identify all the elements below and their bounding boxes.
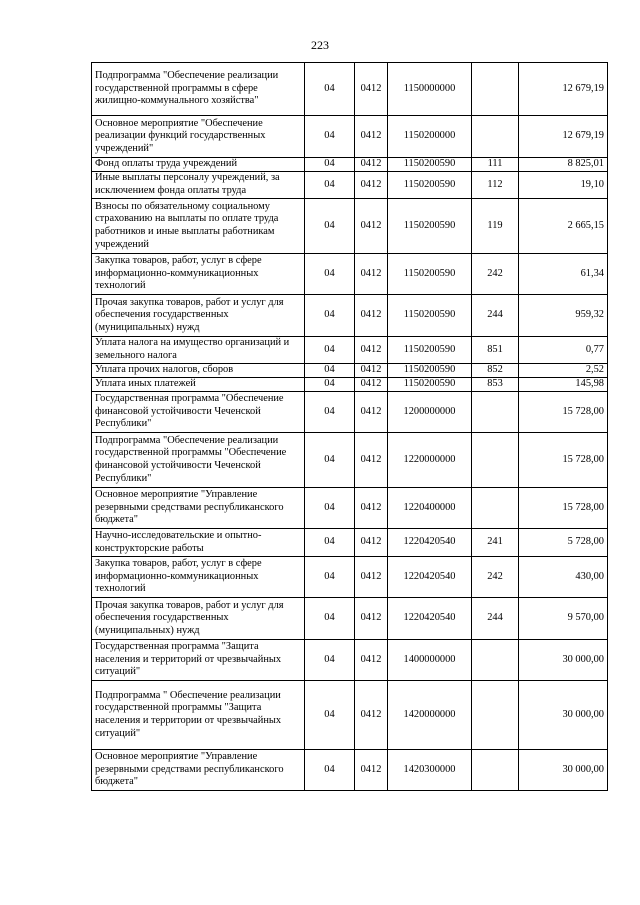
row-target-article: 1220420540 <box>388 598 472 640</box>
row-amount: 8 825,01 <box>519 158 608 172</box>
row-expense-type: 242 <box>472 557 519 598</box>
row-section: 04 <box>305 750 355 791</box>
table-row <box>92 557 608 598</box>
row-expense-type: 244 <box>472 598 519 640</box>
row-subsection: 0412 <box>355 199 388 254</box>
row-expense-type <box>472 63 519 116</box>
row-section: 04 <box>305 295 355 337</box>
row-subsection: 0412 <box>355 598 388 640</box>
row-section: 04 <box>305 337 355 364</box>
row-subsection: 0412 <box>355 488 388 529</box>
row-target-article: 1150200000 <box>388 116 472 158</box>
table-row <box>92 158 608 172</box>
row-name: Основное мероприятие "Обеспечение реализации функций государственных учреждений" <box>92 116 305 158</box>
row-subsection: 0412 <box>355 63 388 116</box>
table-row <box>92 199 608 254</box>
row-name: Взносы по обязательному социальному страхованию на выплаты по оплате труда работников и иные выплаты работникам учреждений <box>92 199 305 254</box>
row-expense-type: 851 <box>472 337 519 364</box>
table-row <box>92 116 608 158</box>
row-subsection: 0412 <box>355 158 388 172</box>
row-subsection: 0412 <box>355 337 388 364</box>
row-amount: 12 679,19 <box>519 116 608 158</box>
row-section: 04 <box>305 254 355 295</box>
row-name: Научно-исследовательские и опытно-конструкторские работы <box>92 529 305 557</box>
row-section: 04 <box>305 681 355 750</box>
row-subsection: 0412 <box>355 433 388 488</box>
row-amount: 30 000,00 <box>519 640 608 681</box>
row-subsection: 0412 <box>355 378 388 392</box>
row-amount: 9 570,00 <box>519 598 608 640</box>
table-row <box>92 172 608 199</box>
row-amount: 30 000,00 <box>519 750 608 791</box>
row-amount: 145,98 <box>519 378 608 392</box>
row-section: 04 <box>305 378 355 392</box>
row-target-article: 1400000000 <box>388 640 472 681</box>
row-expense-type <box>472 681 519 750</box>
row-section: 04 <box>305 172 355 199</box>
row-amount: 0,77 <box>519 337 608 364</box>
row-name: Подпрограмма " Обеспечение реализации государственной программы "Защита населения и территории от чрезвычайных ситуаций" <box>92 681 305 750</box>
table-row <box>92 529 608 557</box>
row-expense-type: 244 <box>472 295 519 337</box>
row-amount: 15 728,00 <box>519 433 608 488</box>
row-amount: 430,00 <box>519 557 608 598</box>
row-name: Закупка товаров, работ, услуг в сфере информационно-коммуникационных технологий <box>92 557 305 598</box>
row-expense-type <box>472 116 519 158</box>
row-name: Уплата прочих налогов, сборов <box>92 364 305 378</box>
row-name: Государственная программа "Обеспечение финансовой устойчивости Чеченской Республики" <box>92 392 305 433</box>
row-amount: 19,10 <box>519 172 608 199</box>
row-subsection: 0412 <box>355 681 388 750</box>
row-target-article: 1150200590 <box>388 254 472 295</box>
page-number: 223 <box>311 38 329 52</box>
row-subsection: 0412 <box>355 529 388 557</box>
row-target-article: 1150200590 <box>388 378 472 392</box>
row-target-article: 1150200590 <box>388 337 472 364</box>
table-row <box>92 337 608 364</box>
row-name: Фонд оплаты труда учреждений <box>92 158 305 172</box>
row-section: 04 <box>305 199 355 254</box>
row-section: 04 <box>305 598 355 640</box>
row-target-article: 1150200590 <box>388 158 472 172</box>
table-row <box>92 750 608 791</box>
row-expense-type <box>472 640 519 681</box>
row-subsection: 0412 <box>355 172 388 199</box>
row-name: Иные выплаты персоналу учреждений, за исключением фонда оплаты труда <box>92 172 305 199</box>
row-expense-type <box>472 433 519 488</box>
row-name: Основное мероприятие "Управление резервными средствами республиканского бюджета" <box>92 488 305 529</box>
row-target-article: 1220420540 <box>388 529 472 557</box>
row-name: Подпрограмма "Обеспечение реализации государственной программы "Обеспечение финансовой устойчивости Чеченской Республики" <box>92 433 305 488</box>
row-name: Подпрограмма "Обеспечение реализации государственной программы в сфере жилищно-коммунального хозяйства" <box>92 63 305 116</box>
row-expense-type: 111 <box>472 158 519 172</box>
row-name: Государственная программа "Защита населения и территорий от чрезвычайных ситуаций" <box>92 640 305 681</box>
row-subsection: 0412 <box>355 750 388 791</box>
row-target-article: 1220420540 <box>388 557 472 598</box>
row-target-article: 1150200590 <box>388 364 472 378</box>
row-amount: 12 679,19 <box>519 63 608 116</box>
row-expense-type: 852 <box>472 364 519 378</box>
row-name: Основное мероприятие "Управление резервными средствами республиканского бюджета" <box>92 750 305 791</box>
row-section: 04 <box>305 488 355 529</box>
table-row <box>92 488 608 529</box>
row-name: Уплата иных платежей <box>92 378 305 392</box>
row-expense-type: 119 <box>472 199 519 254</box>
row-target-article: 1200000000 <box>388 392 472 433</box>
table-row <box>92 433 608 488</box>
row-target-article: 1420300000 <box>388 750 472 791</box>
table-row <box>92 378 608 392</box>
row-section: 04 <box>305 392 355 433</box>
budget-table <box>91 62 608 791</box>
row-section: 04 <box>305 158 355 172</box>
row-name: Прочая закупка товаров, работ и услуг для обеспечения государственных (муниципальных) нужд <box>92 295 305 337</box>
row-expense-type <box>472 488 519 529</box>
row-expense-type: 242 <box>472 254 519 295</box>
table-row <box>92 640 608 681</box>
row-name: Закупка товаров, работ, услуг в сфере информационно-коммуникационных технологий <box>92 254 305 295</box>
row-section: 04 <box>305 364 355 378</box>
row-expense-type: 853 <box>472 378 519 392</box>
row-subsection: 0412 <box>355 254 388 295</box>
row-target-article: 1150200590 <box>388 199 472 254</box>
table-row <box>92 63 608 116</box>
row-amount: 2 665,15 <box>519 199 608 254</box>
row-amount: 15 728,00 <box>519 392 608 433</box>
row-subsection: 0412 <box>355 392 388 433</box>
row-section: 04 <box>305 529 355 557</box>
table-row <box>92 392 608 433</box>
table-row <box>92 254 608 295</box>
row-target-article: 1220000000 <box>388 433 472 488</box>
row-section: 04 <box>305 116 355 158</box>
row-name: Уплата налога на имущество организаций и земельного налога <box>92 337 305 364</box>
table-row <box>92 364 608 378</box>
row-target-article: 1150200590 <box>388 295 472 337</box>
row-section: 04 <box>305 433 355 488</box>
row-amount: 15 728,00 <box>519 488 608 529</box>
table-row <box>92 598 608 640</box>
row-section: 04 <box>305 557 355 598</box>
row-target-article: 1150200590 <box>388 172 472 199</box>
row-expense-type: 241 <box>472 529 519 557</box>
row-section: 04 <box>305 640 355 681</box>
row-amount: 2,52 <box>519 364 608 378</box>
row-target-article: 1220400000 <box>388 488 472 529</box>
table-row <box>92 295 608 337</box>
table-row <box>92 681 608 750</box>
row-subsection: 0412 <box>355 364 388 378</box>
row-subsection: 0412 <box>355 557 388 598</box>
row-target-article: 1420000000 <box>388 681 472 750</box>
row-amount: 61,34 <box>519 254 608 295</box>
row-expense-type: 112 <box>472 172 519 199</box>
row-subsection: 0412 <box>355 640 388 681</box>
row-amount: 5 728,00 <box>519 529 608 557</box>
row-expense-type <box>472 392 519 433</box>
row-target-article: 1150000000 <box>388 63 472 116</box>
row-subsection: 0412 <box>355 295 388 337</box>
row-name: Прочая закупка товаров, работ и услуг для обеспечения государственных (муниципальных) нужд <box>92 598 305 640</box>
row-expense-type <box>472 750 519 791</box>
row-amount: 30 000,00 <box>519 681 608 750</box>
row-subsection: 0412 <box>355 116 388 158</box>
row-amount: 959,32 <box>519 295 608 337</box>
row-section: 04 <box>305 63 355 116</box>
